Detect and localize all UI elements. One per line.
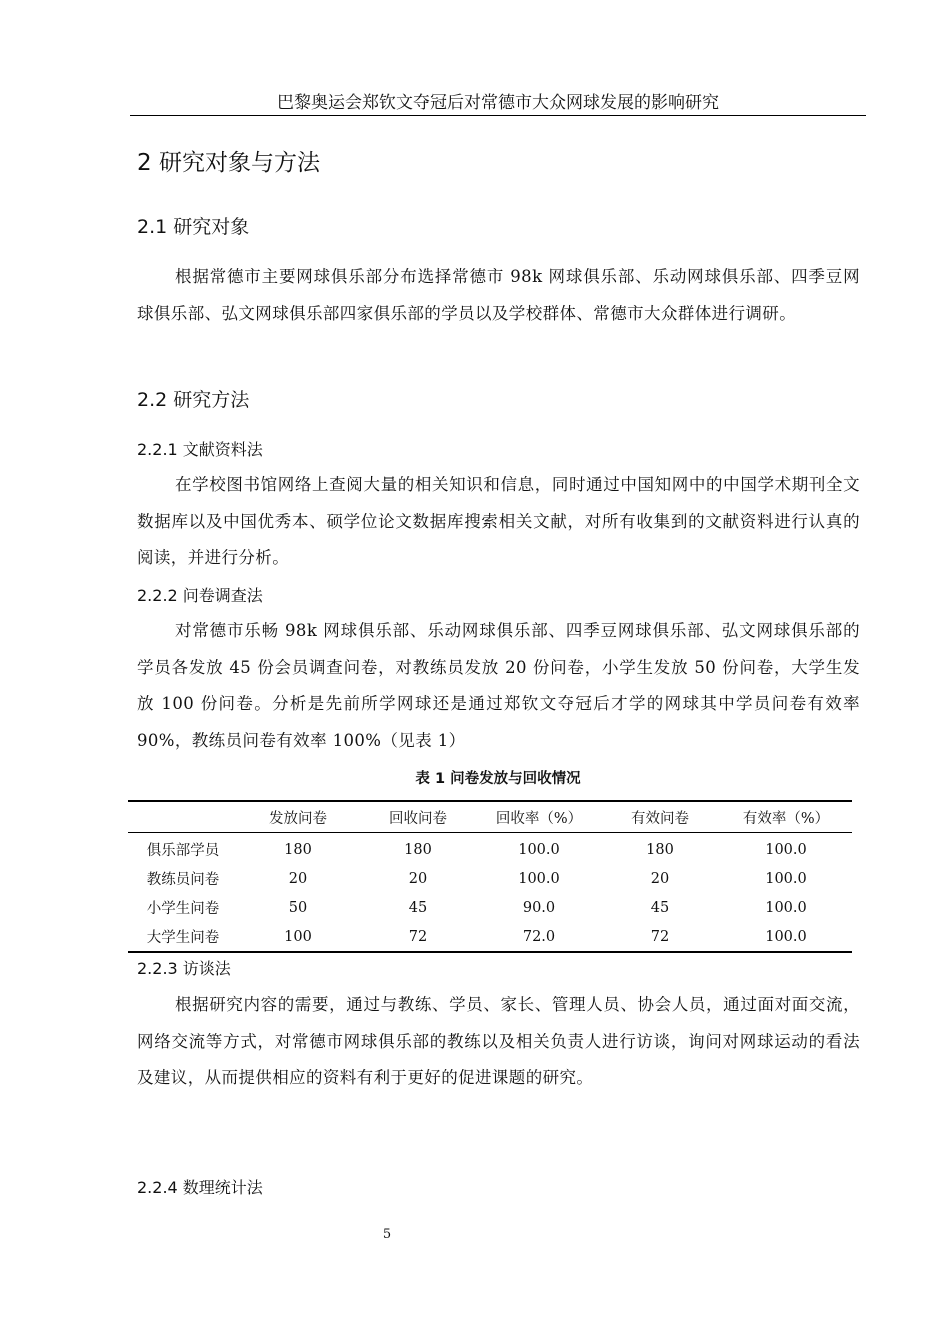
page-header-title: 巴黎奥运会郑钦文夺冠后对常德市大众网球发展的影响研究 — [277, 93, 719, 113]
table-cell: 100.0 — [765, 870, 807, 887]
table-cell: 100.0 — [518, 870, 560, 887]
section-2-2-3-heading: 2.2.3 访谈法 — [137, 959, 231, 978]
section-2-1-paragraph: 根据常德市主要网球俱乐部分布选择常德市 98k 网球俱乐部、乐动网球俱乐部、四季豆网球俱乐部、弘文网球俱乐部四家俱乐部的学员以及学校群体、常德市大众群体进行调研。 — [137, 267, 860, 323]
table-cell: 教练员问卷 — [146, 872, 220, 888]
section-2-2-4-heading: 2.2.4 数理统计法 — [137, 1178, 263, 1197]
table-header-cell: 回收问卷 — [389, 810, 447, 827]
table-cell: 45 — [408, 899, 428, 916]
table-1-caption: 表 1 问卷发放与回收情况 — [415, 771, 581, 787]
table-cell: 50 — [288, 899, 308, 916]
table-cell: 小学生问卷 — [146, 901, 220, 917]
table-row — [128, 833, 852, 865]
table-cell: 100.0 — [518, 841, 560, 858]
table-header-cell: 有效率（%） — [742, 810, 830, 827]
table-header-cell: 有效问卷 — [631, 810, 689, 827]
table-header-cell: 发放问卷 — [269, 810, 327, 827]
section-2-2-1-heading: 2.2.1 文献资料法 — [137, 440, 263, 459]
table-cell: 180 — [646, 841, 674, 858]
table-cell: 180 — [284, 841, 312, 858]
table-cell: 大学生问卷 — [146, 930, 220, 946]
table-cell: 20 — [650, 870, 670, 887]
table-cell: 72 — [408, 928, 428, 945]
table-row — [128, 922, 852, 952]
section-2-heading: 2 研究对象与方法 — [137, 150, 320, 176]
table-cell: 100.0 — [765, 841, 807, 858]
table-cell: 20 — [408, 870, 428, 887]
table-cell: 20 — [288, 870, 308, 887]
table-cell: 100.0 — [765, 928, 807, 945]
table-row — [128, 864, 852, 893]
section-2-2-1-paragraph: 在学校图书馆网络上查阅大量的相关知识和信息，同时通过中国知网中的中国学术期刊全文数据库以及中国优秀本、硕学位论文数据库搜索相关文献，对所有收集到的文献资料进行认真的阅读，并进行分析。 — [137, 475, 860, 567]
page-number: 5 — [382, 1227, 392, 1242]
header-divider — [130, 115, 866, 116]
table-cell: 100.0 — [765, 899, 807, 916]
section-2-2-2-paragraph: 对常德市乐畅 98k 网球俱乐部、乐动网球俱乐部、四季豆网球俱乐部、弘文网球俱乐部的学员各发放 45 份会员调查问卷，对教练员发放 20 份问卷，小学生发放 50 份问卷，大学生发放 100 份问卷。分析是先前所学网球还是通过郑钦文夺冠后才学的网球其中学员问卷有效率 90%，教练员问卷有效率 100%（见表 1） — [137, 621, 860, 750]
table-header-cell: 回收率（%） — [495, 810, 583, 827]
section-2-1-heading: 2.1 研究对象 — [137, 216, 250, 238]
section-2-2-heading: 2.2 研究方法 — [137, 389, 250, 411]
table-cell: 俱乐部学员 — [146, 843, 220, 859]
table-cell: 45 — [650, 899, 670, 916]
table-header-cell — [128, 801, 238, 833]
table-header-row — [128, 801, 852, 833]
section-2-2-3-paragraph: 根据研究内容的需要，通过与教练、学员、家长、管理人员、协会人员，通过面对面交流，网络交流等方式，对常德市网球俱乐部的教练以及相关负责人进行访谈，询问对网球运动的看法及建议，从而提供相应的资料有利于更好的促进课题的研究。 — [137, 995, 860, 1087]
table-row — [128, 893, 852, 922]
table-cell: 72 — [650, 928, 670, 945]
section-2-2-2-heading: 2.2.2 问卷调查法 — [137, 586, 263, 605]
table-cell: 90.0 — [522, 899, 556, 916]
table-cell: 72.0 — [522, 928, 556, 945]
table-cell: 180 — [404, 841, 432, 858]
table-cell: 100 — [284, 928, 312, 945]
questionnaire-table — [128, 800, 852, 953]
